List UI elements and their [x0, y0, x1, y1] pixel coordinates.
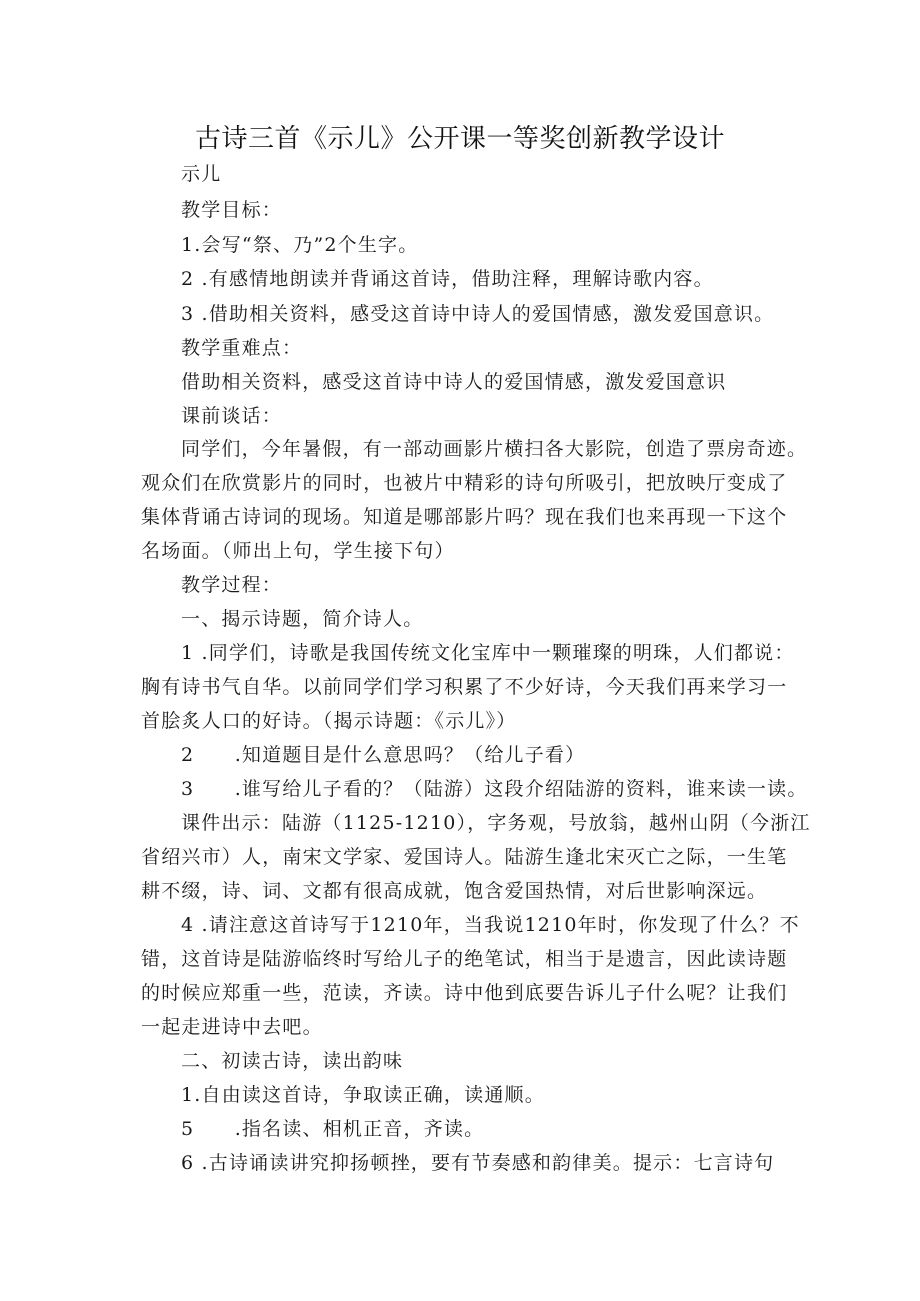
poem-title-line: 示儿	[181, 163, 222, 185]
paragraph-line: 一起走进诗中去吧。	[141, 1016, 323, 1038]
section-heading-key-points: 教学重难点：	[181, 337, 303, 359]
paragraph-line: 耕不缀，诗、词、文都有很高成就，饱含爱国热情，对后世影响深远。	[141, 880, 768, 902]
section-heading-part-two: 二、初读古诗，读出韵味	[181, 1050, 404, 1072]
paragraph-line: 5 .指名读、相机正音，齐读。	[181, 1118, 485, 1140]
paragraph-line: 1.会写“祭、乃”2个生字。	[181, 234, 419, 256]
paragraph-line: 借助相关资料，感受这首诗中诗人的爱国情感，激发爱国意识	[181, 371, 727, 393]
paragraph-line: 集体背诵古诗词的现场。知道是哪部影片吗？现在我们也来再现一下这个	[141, 506, 788, 528]
document-title: 古诗三首《示儿》公开课一等奖创新教学设计	[194, 124, 725, 154]
paragraph-line: 胸有诗书气自华。以前同学们学习积累了不少好诗，今天我们再来学习一	[141, 676, 788, 698]
paragraph-line: 错，这首诗是陆游临终时写给儿子的绝笔试，相当于是遗言，因此读诗题	[141, 948, 788, 970]
paragraph-line: 1.自由读这首诗，争取读正确，读通顺。	[181, 1084, 545, 1106]
paragraph-line: 1 .同学们，诗歌是我国传统文化宝库中一颗璀璨的明珠，人们都说：	[181, 642, 795, 664]
paragraph-line: 观众们在欣赏影片的同时，也被片中精彩的诗句所吸引，把放映厅变成了	[141, 472, 788, 494]
paragraph-line: 省绍兴市）人，南宋文学家、爱国诗人。陆游生逢北宋灭亡之际，一生笔	[141, 846, 788, 868]
paragraph-line: 首脍炙人口的好诗。（揭示诗题：《示儿》）	[141, 710, 517, 732]
section-heading-part-one: 一、揭示诗题，简介诗人。	[181, 608, 424, 630]
paragraph-line: 4 .请注意这首诗写于1210年，当我说1210年时，你发现了什么？不	[181, 914, 800, 936]
paragraph-line: 6 .古诗诵读讲究抑扬顿挫，要有节奏感和韵律美。提示：七言诗句	[181, 1152, 775, 1174]
paragraph-line: 3 .借助相关资料，感受这首诗中诗人的爱国情感，激发爱国意识。	[181, 303, 775, 325]
paragraph-line: 3 .谁写给儿子看的？（陆游）这段介绍陆游的资料，谁来读一读。	[181, 778, 808, 800]
paragraph-line: 同学们，今年暑假，有一部动画影片横扫各大影院，创造了票房奇迹。	[181, 438, 808, 460]
section-heading-process: 教学过程：	[181, 574, 283, 596]
paragraph-line: 2 .知道题目是什么意思吗？（给儿子看）	[181, 744, 586, 766]
paragraph-line: 的时候应郑重一些，范读，齐读。诗中他到底要告诉儿子什么呢？让我们	[141, 982, 788, 1004]
section-heading-objectives: 教学目标：	[181, 199, 283, 221]
paragraph-line: 2 .有感情地朗读并背诵这首诗，借助注释，理解诗歌内容。	[181, 268, 714, 290]
section-heading-pre-class: 课前谈话：	[181, 405, 283, 427]
paragraph-line: 名场面。（师出上句，学生接下句）	[141, 540, 455, 562]
paragraph-line: 课件出示：陆游（1125-1210），字务观，号放翁，越州山阴（今浙江	[181, 812, 811, 834]
